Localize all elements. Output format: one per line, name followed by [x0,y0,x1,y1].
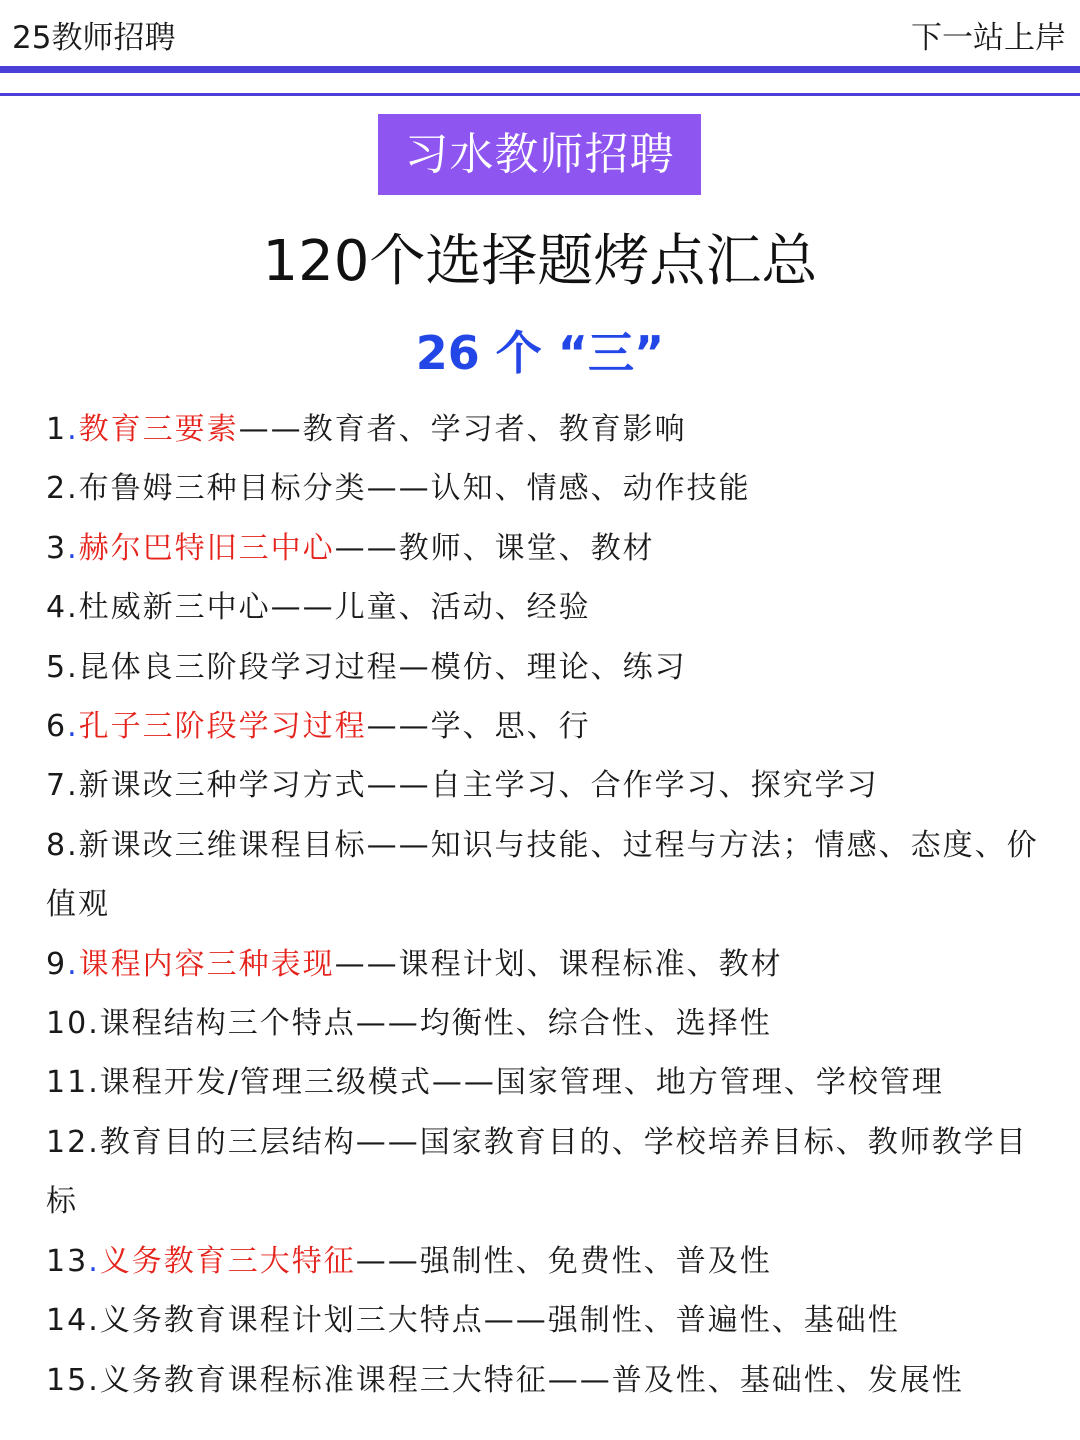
item-number-dot: . [88,1065,100,1101]
item-number: 3 [46,530,68,566]
list-item [46,1232,1046,1291]
list-item [46,816,1046,935]
list-item [46,756,1046,815]
list-item [46,1291,1046,1350]
list-item [46,1351,1046,1410]
list-item [46,519,1046,578]
list-item [46,638,1046,697]
item-number-dot: . [67,590,79,626]
item-number: 15 [46,1362,89,1398]
item-text: 课程结构三个特点——均衡性、综合性、选择性 [99,1006,772,1042]
header [0,0,1080,66]
item-number: 13 [46,1243,89,1279]
item-number-dot: . [67,709,79,745]
list-item [46,1113,1046,1232]
item-number-dot: . [67,827,79,863]
item-highlight: 赫尔巴特旧三中心 [78,530,335,566]
item-number: 4 [46,590,68,626]
item-number-dot: . [67,412,79,447]
item-text: 新课改三维课程目标——知识与技能、过程与方法；情感、态度、价值观 [46,827,1039,923]
page-subtitle: 26 个 “三” [415,326,665,380]
item-number: 14 [46,1303,89,1339]
item-text: 课程开发/管理三级模式——国家管理、地方管理、学校管理 [99,1065,944,1101]
item-number-dot: . [67,946,79,982]
list-item [46,578,1046,637]
item-text: ——教师、课堂、教材 [334,530,655,566]
item-number: 8 [46,827,68,863]
item-text: ——强制性、免费性、普及性 [355,1243,772,1279]
item-text: ——课程计划、课程标准、教材 [334,946,783,982]
list-item [46,994,1046,1053]
item-number: 2 [46,471,68,507]
item-text: 新课改三种学习方式——自主学习、合作学习、探究学习 [78,768,879,804]
header-divider-thick [0,66,1080,73]
item-number-dot: . [67,530,79,566]
banner-label: 习水教师招聘 [378,114,701,195]
list-item [46,400,1046,459]
item-highlight: 课程内容三种表现 [78,946,335,982]
key-points-list [46,400,1046,1410]
item-text: 义务教育课程计划三大特点——强制性、普遍性、基础性 [99,1303,900,1339]
header-right-text: 下一站上岸 [911,20,1066,56]
header-left-text: 25教师招聘 [12,20,176,56]
item-number-dot: . [67,768,79,804]
item-text: ——学、思、行 [366,709,591,745]
item-number: 12 [46,1124,89,1160]
page-title: 120个选择题烤点汇总 [262,229,818,294]
item-number-dot: . [88,1006,100,1042]
item-number: 5 [46,649,68,685]
item-text: 杜威新三中心——儿童、活动、经验 [78,590,591,626]
item-number-dot: . [88,1243,100,1279]
item-highlight: 教育三要素 [78,412,239,447]
item-number-dot: . [88,1362,100,1398]
item-number: 6 [46,709,68,745]
item-number-dot: . [67,649,79,685]
item-number-dot: . [88,1124,100,1160]
list-item [46,1053,1046,1112]
header-divider-thin [0,93,1080,96]
item-number: 10 [46,1006,89,1042]
list-item [46,697,1046,756]
item-text: 义务教育课程标准课程三大特征——普及性、基础性、发展性 [99,1362,964,1398]
list-item [46,935,1046,994]
list-item [46,459,1046,518]
item-number: 11 [46,1065,89,1101]
item-number: 7 [46,768,68,804]
item-text: ——教育者、学习者、教育影响 [238,412,687,447]
item-text: 昆体良三阶段学习过程—模仿、理论、练习 [78,649,687,685]
item-number: 1 [46,412,68,447]
item-number-dot: . [67,471,79,507]
item-highlight: 孔子三阶段学习过程 [78,709,367,745]
item-highlight: 义务教育三大特征 [99,1243,356,1279]
item-text: 教育目的三层结构——国家教育目的、学校培养目标、教师教学目标 [46,1124,1028,1220]
item-number-dot: . [88,1303,100,1339]
item-number: 9 [46,946,68,982]
item-text: 布鲁姆三种目标分类——认知、情感、动作技能 [78,471,751,507]
